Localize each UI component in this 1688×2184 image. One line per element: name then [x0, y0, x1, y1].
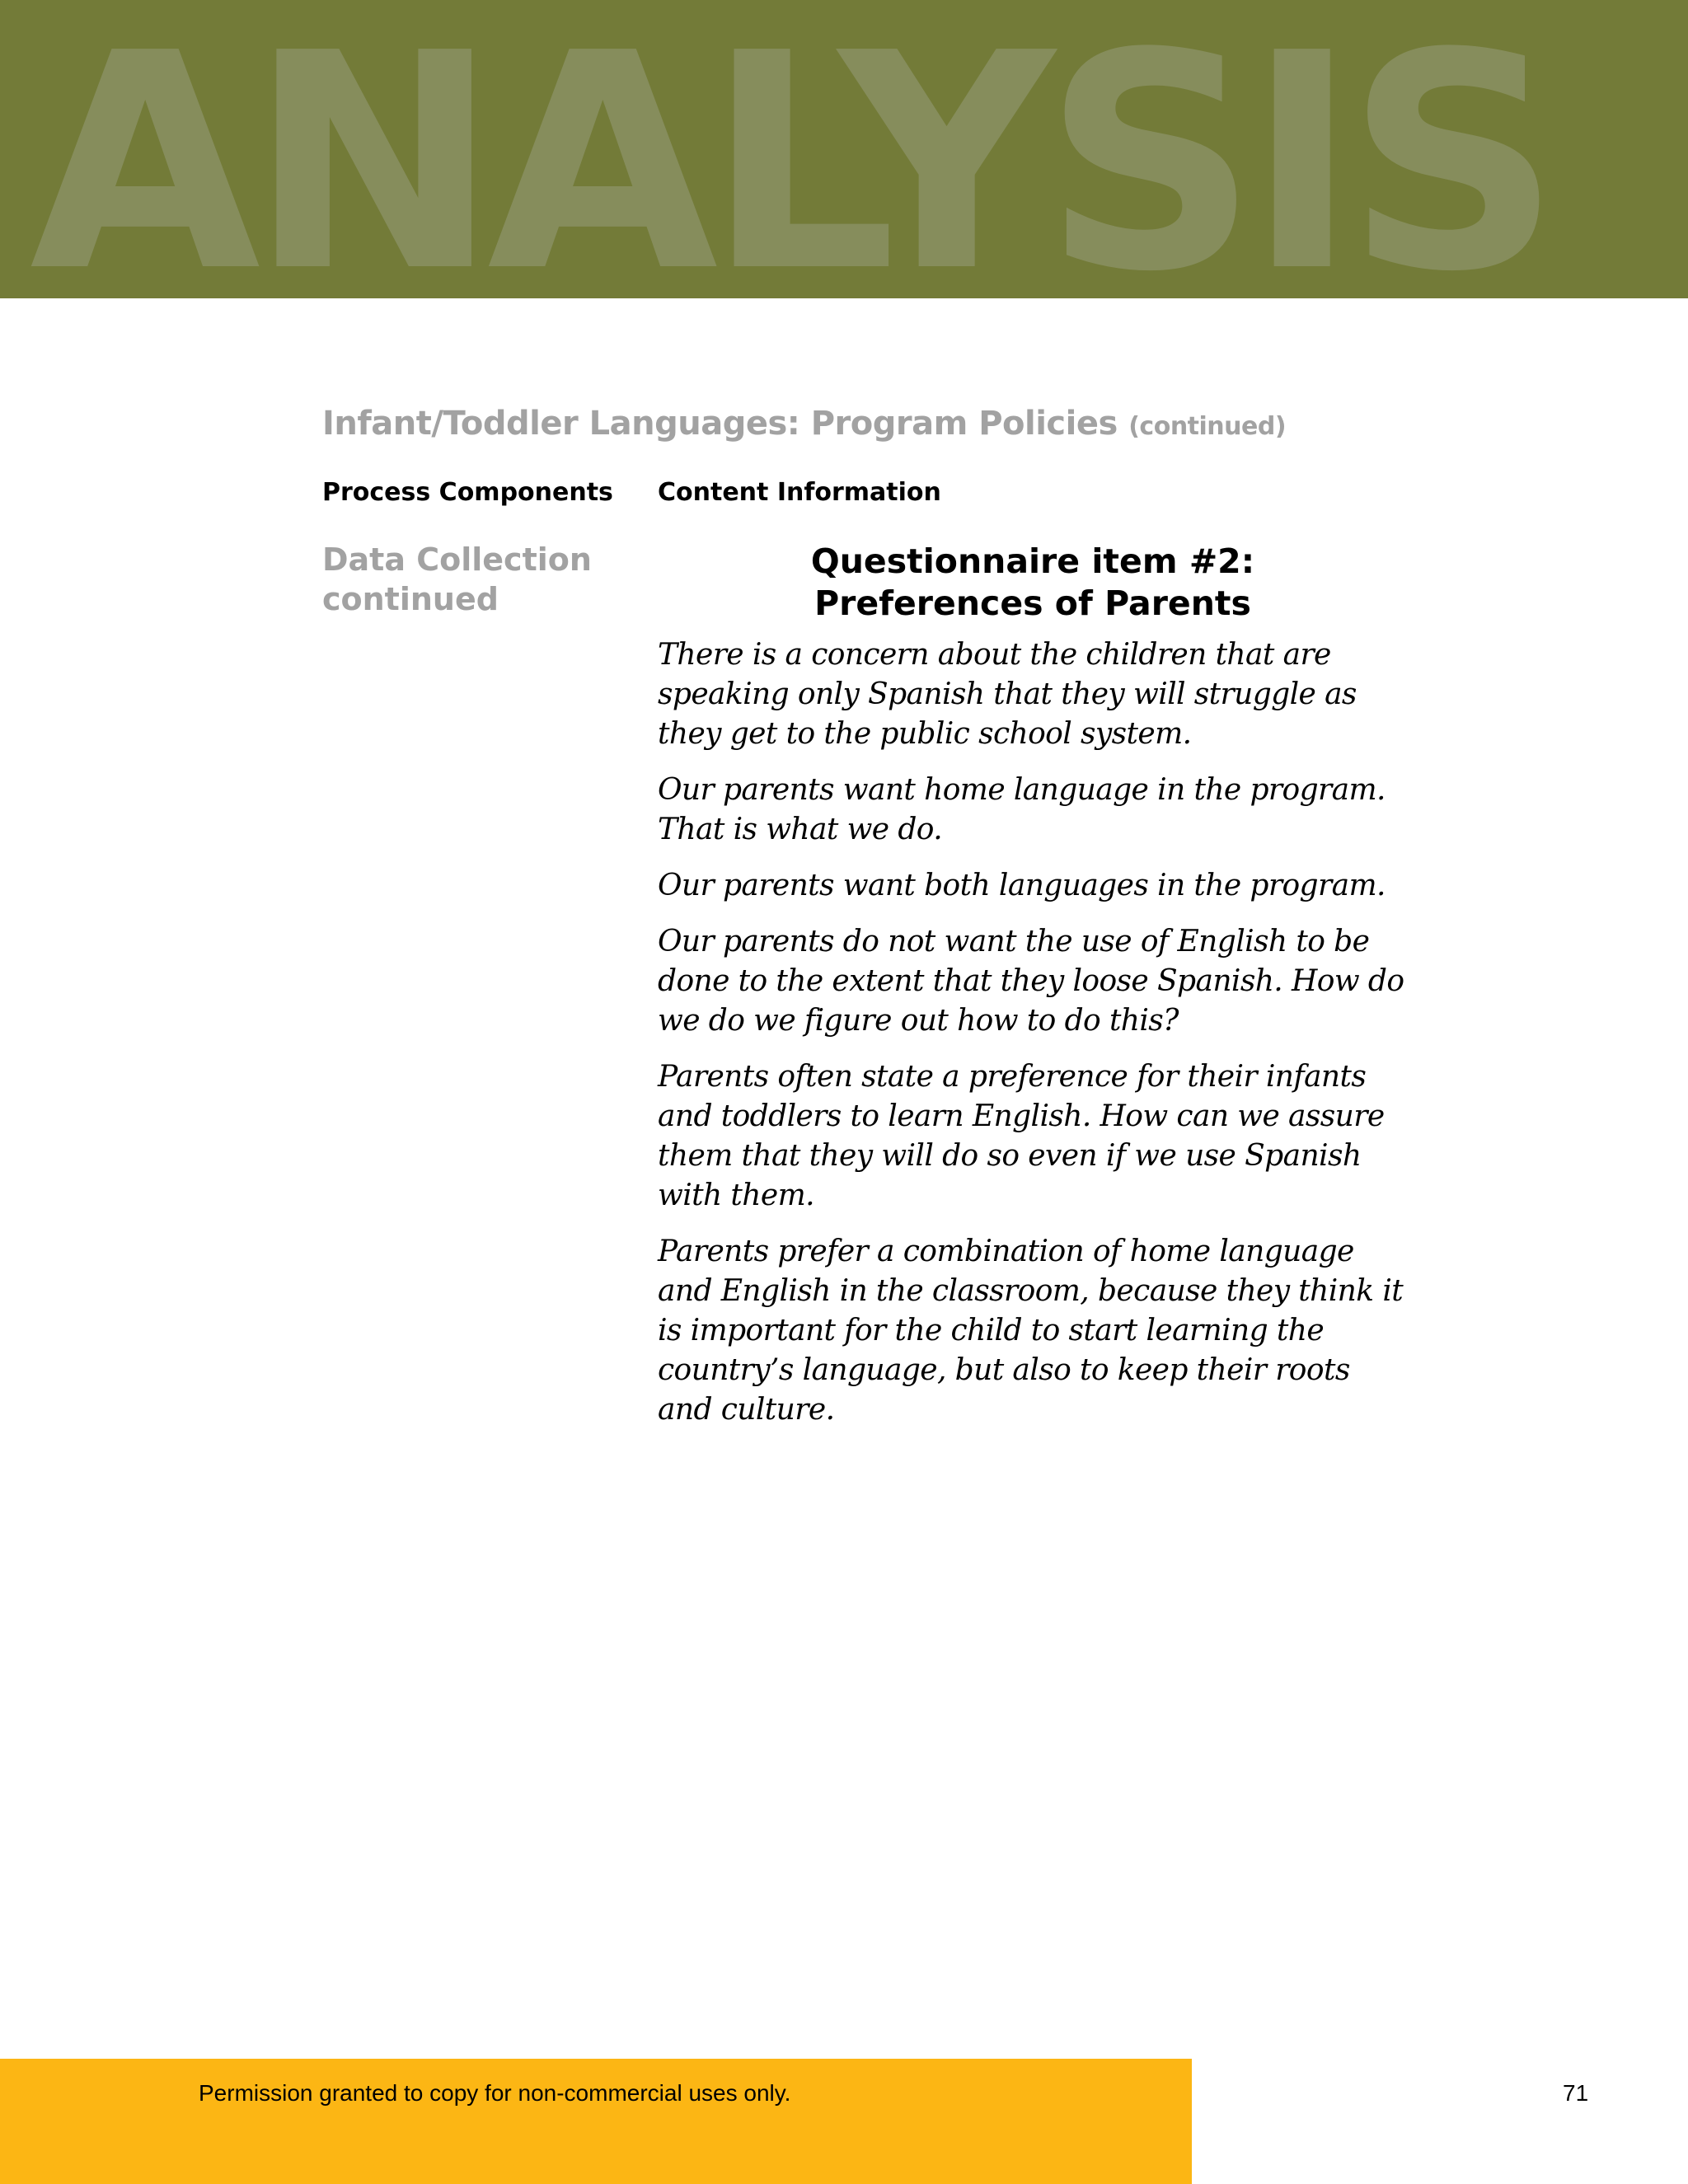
content-information-header: Content Information: [658, 478, 941, 507]
page-title: [322, 404, 1410, 443]
columns-header: [322, 478, 1410, 519]
page-number: 71: [1563, 2080, 1589, 2106]
content-column: [658, 541, 1408, 1446]
parent-quote: Our parents do not want the use of English to be done to the extent that they loose Spanish. How do we do we figure out how to do this?: [658, 924, 1404, 1038]
content-area: [322, 404, 1410, 1427]
header-watermark: ANALYSIS: [30, 0, 1550, 298]
permission-notice: Permission granted to copy for non-commercial uses only.: [199, 2080, 791, 2106]
page-title-suffix: (continued): [1128, 412, 1287, 441]
process-components-header: Process Components: [322, 478, 613, 507]
item-heading-line2: Preferences of Parents: [814, 583, 1251, 624]
footer-band: [0, 2059, 1192, 2184]
parent-quote: There is a concern about the children that are speaking only Spanish that they will struggle as they get to the public school system.: [658, 637, 1357, 751]
item-heading-line1: Questionnaire item #2:: [810, 541, 1255, 581]
parent-quote: Parents often state a preference for their infants and toddlers to learn English. How can we assure them that they will do so even if we use Spanish with them.: [658, 1059, 1385, 1212]
header-band: [0, 0, 1688, 298]
parent-quote: Our parents want both languages in the program.: [658, 868, 1386, 902]
questionnaire-item-heading: [658, 541, 1408, 626]
section-label-line1: Data Collection: [322, 541, 592, 578]
parent-quote: Parents prefer a combination of home language and English in the classroom, because they think it is important for the child to start learning the country’s language, but also to keep their roots and culture.: [658, 1234, 1404, 1427]
page-title-main: Infant/Toddler Languages: Program Policies: [322, 405, 1118, 443]
section-label: [322, 541, 635, 619]
parent-quote: Our parents want home language in the program. That is what we do.: [658, 772, 1386, 846]
section-label-line2: continued: [322, 580, 499, 617]
